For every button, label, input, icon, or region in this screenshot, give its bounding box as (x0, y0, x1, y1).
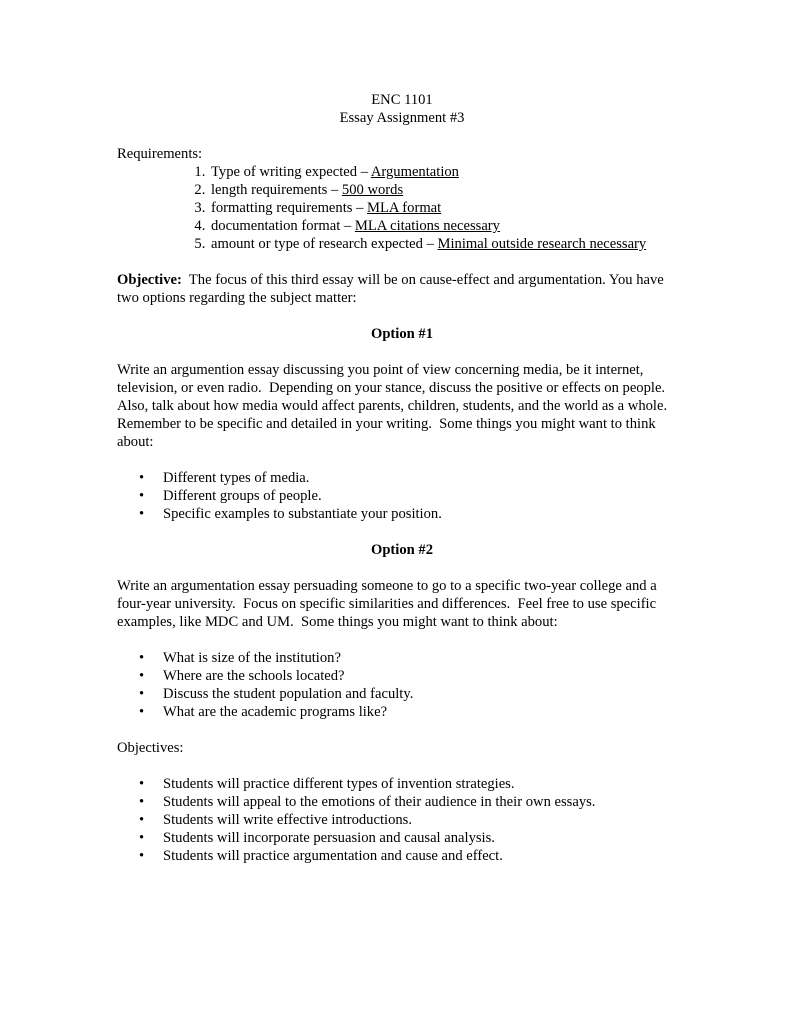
objectives-bullets (117, 775, 687, 865)
list-item: • Where are the schools located? (163, 667, 687, 685)
requirement-item: 1. Type of writing expected – Argumentation (209, 163, 687, 181)
requirement-item: 5. amount or type of research expected – Minimal outside research necessary (209, 235, 687, 253)
requirements-list (117, 163, 687, 253)
list-item: • Students will practice argumentation and cause and effect. (163, 847, 687, 865)
course-title: ENC 1101 (371, 92, 433, 108)
assignment-title: Essay Assignment #3 (339, 110, 465, 126)
list-item: • Discuss the student population and faculty. (163, 685, 687, 703)
list-item: • Different groups of people. (163, 487, 687, 505)
objective-label: Objective: (117, 272, 182, 288)
list-item: • Different types of media. (163, 469, 687, 487)
option2-body: Write an argumentation essay persuading someone to go to a specific two-year college and a four-year university. Focus on specific similarities and differences. Feel free to use specific examples, like MDC and UM. Some things you might want to think about: (117, 578, 661, 630)
list-item: • Students will practice different types of invention strategies. (163, 775, 687, 793)
option1-heading: Option #1 (370, 326, 434, 342)
requirement-item: 3. formatting requirements – MLA format (209, 199, 687, 217)
objective-text: The focus of this third essay will be on cause-effect and argumentation. You have two options regarding the subject matter: (117, 272, 664, 306)
list-item: • Students will incorporate persuasion and causal analysis. (163, 829, 687, 847)
requirement-item: 4. documentation format – MLA citations necessary (209, 217, 687, 235)
list-item: • Students will appeal to the emotions of their audience in their own essays. (163, 793, 687, 811)
objective-paragraph (117, 271, 687, 307)
option2-heading: Option #2 (370, 542, 434, 558)
list-item: • Students will write effective introductions. (163, 811, 687, 829)
list-item: • Specific examples to substantiate your position. (163, 505, 687, 523)
requirement-item: 2. length requirements – 500 words (209, 181, 687, 199)
option1-body: Write an argumention essay discussing you point of view concerning media, be it internet, television, or even radio. Depending on your stance, discuss the positive or effects on people. Also, talk about how media would affect parents, children, students, and the world as a whole. Remember to be specific and detailed in your writing. Some things you might want to think about: (117, 362, 675, 450)
option1-bullets (117, 469, 687, 523)
list-item: • What is size of the institution? (163, 649, 687, 667)
document-page (117, 91, 687, 865)
list-item: • What are the academic programs like? (163, 703, 687, 721)
objectives-heading: Objectives: (117, 740, 184, 756)
option2-bullets (117, 649, 687, 721)
requirements-heading: Requirements: (117, 146, 203, 162)
